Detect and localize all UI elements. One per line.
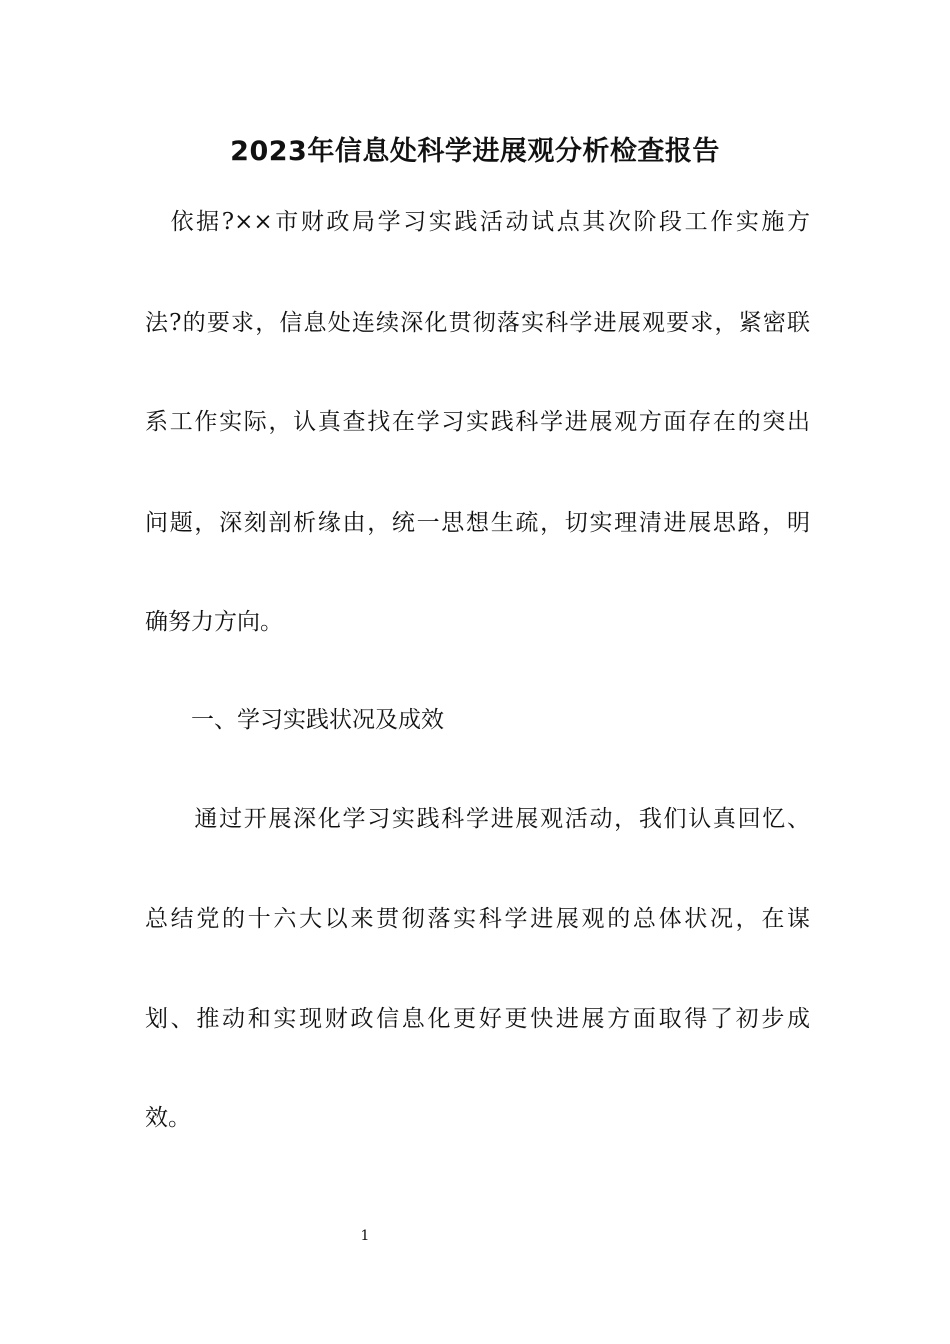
paragraph-1-line-2: 法?的要求，信息处连续深化贯彻落实科学进展观要求，紧密联 [145,310,810,336]
paragraph-1-line-3: 系工作实际，认真查找在学习实践科学进展观方面存在的突出 [145,409,810,435]
section-heading: 一、学习实践状况及成效 [145,707,444,733]
paragraph-1-line-5: 确努力方向。 [145,609,283,635]
paragraph-2-line-3: 划、推动和实现财政信息化更好更快进展方面取得了初步成 [145,1006,810,1032]
paragraph-1-line-4: 问题，深刻剖析缘由，统一思想生疏，切实理清进展思路，明 [145,510,810,536]
page-number: 1 [360,1228,370,1244]
document-title: 2023年信息处科学进展观分析检查报告 [230,136,720,167]
paragraph-1-line-1: 依据?××市财政局学习实践活动试点其次阶段工作实施方 [145,209,810,235]
paragraph-2-line-2: 总结党的十六大以来贯彻落实科学进展观的总体状况，在谋 [145,906,810,932]
paragraph-2-line-4: 效。 [145,1105,191,1131]
paragraph-2-line-1: 通过开展深化学习实践科学进展观活动，我们认真回忆、 [145,806,810,832]
